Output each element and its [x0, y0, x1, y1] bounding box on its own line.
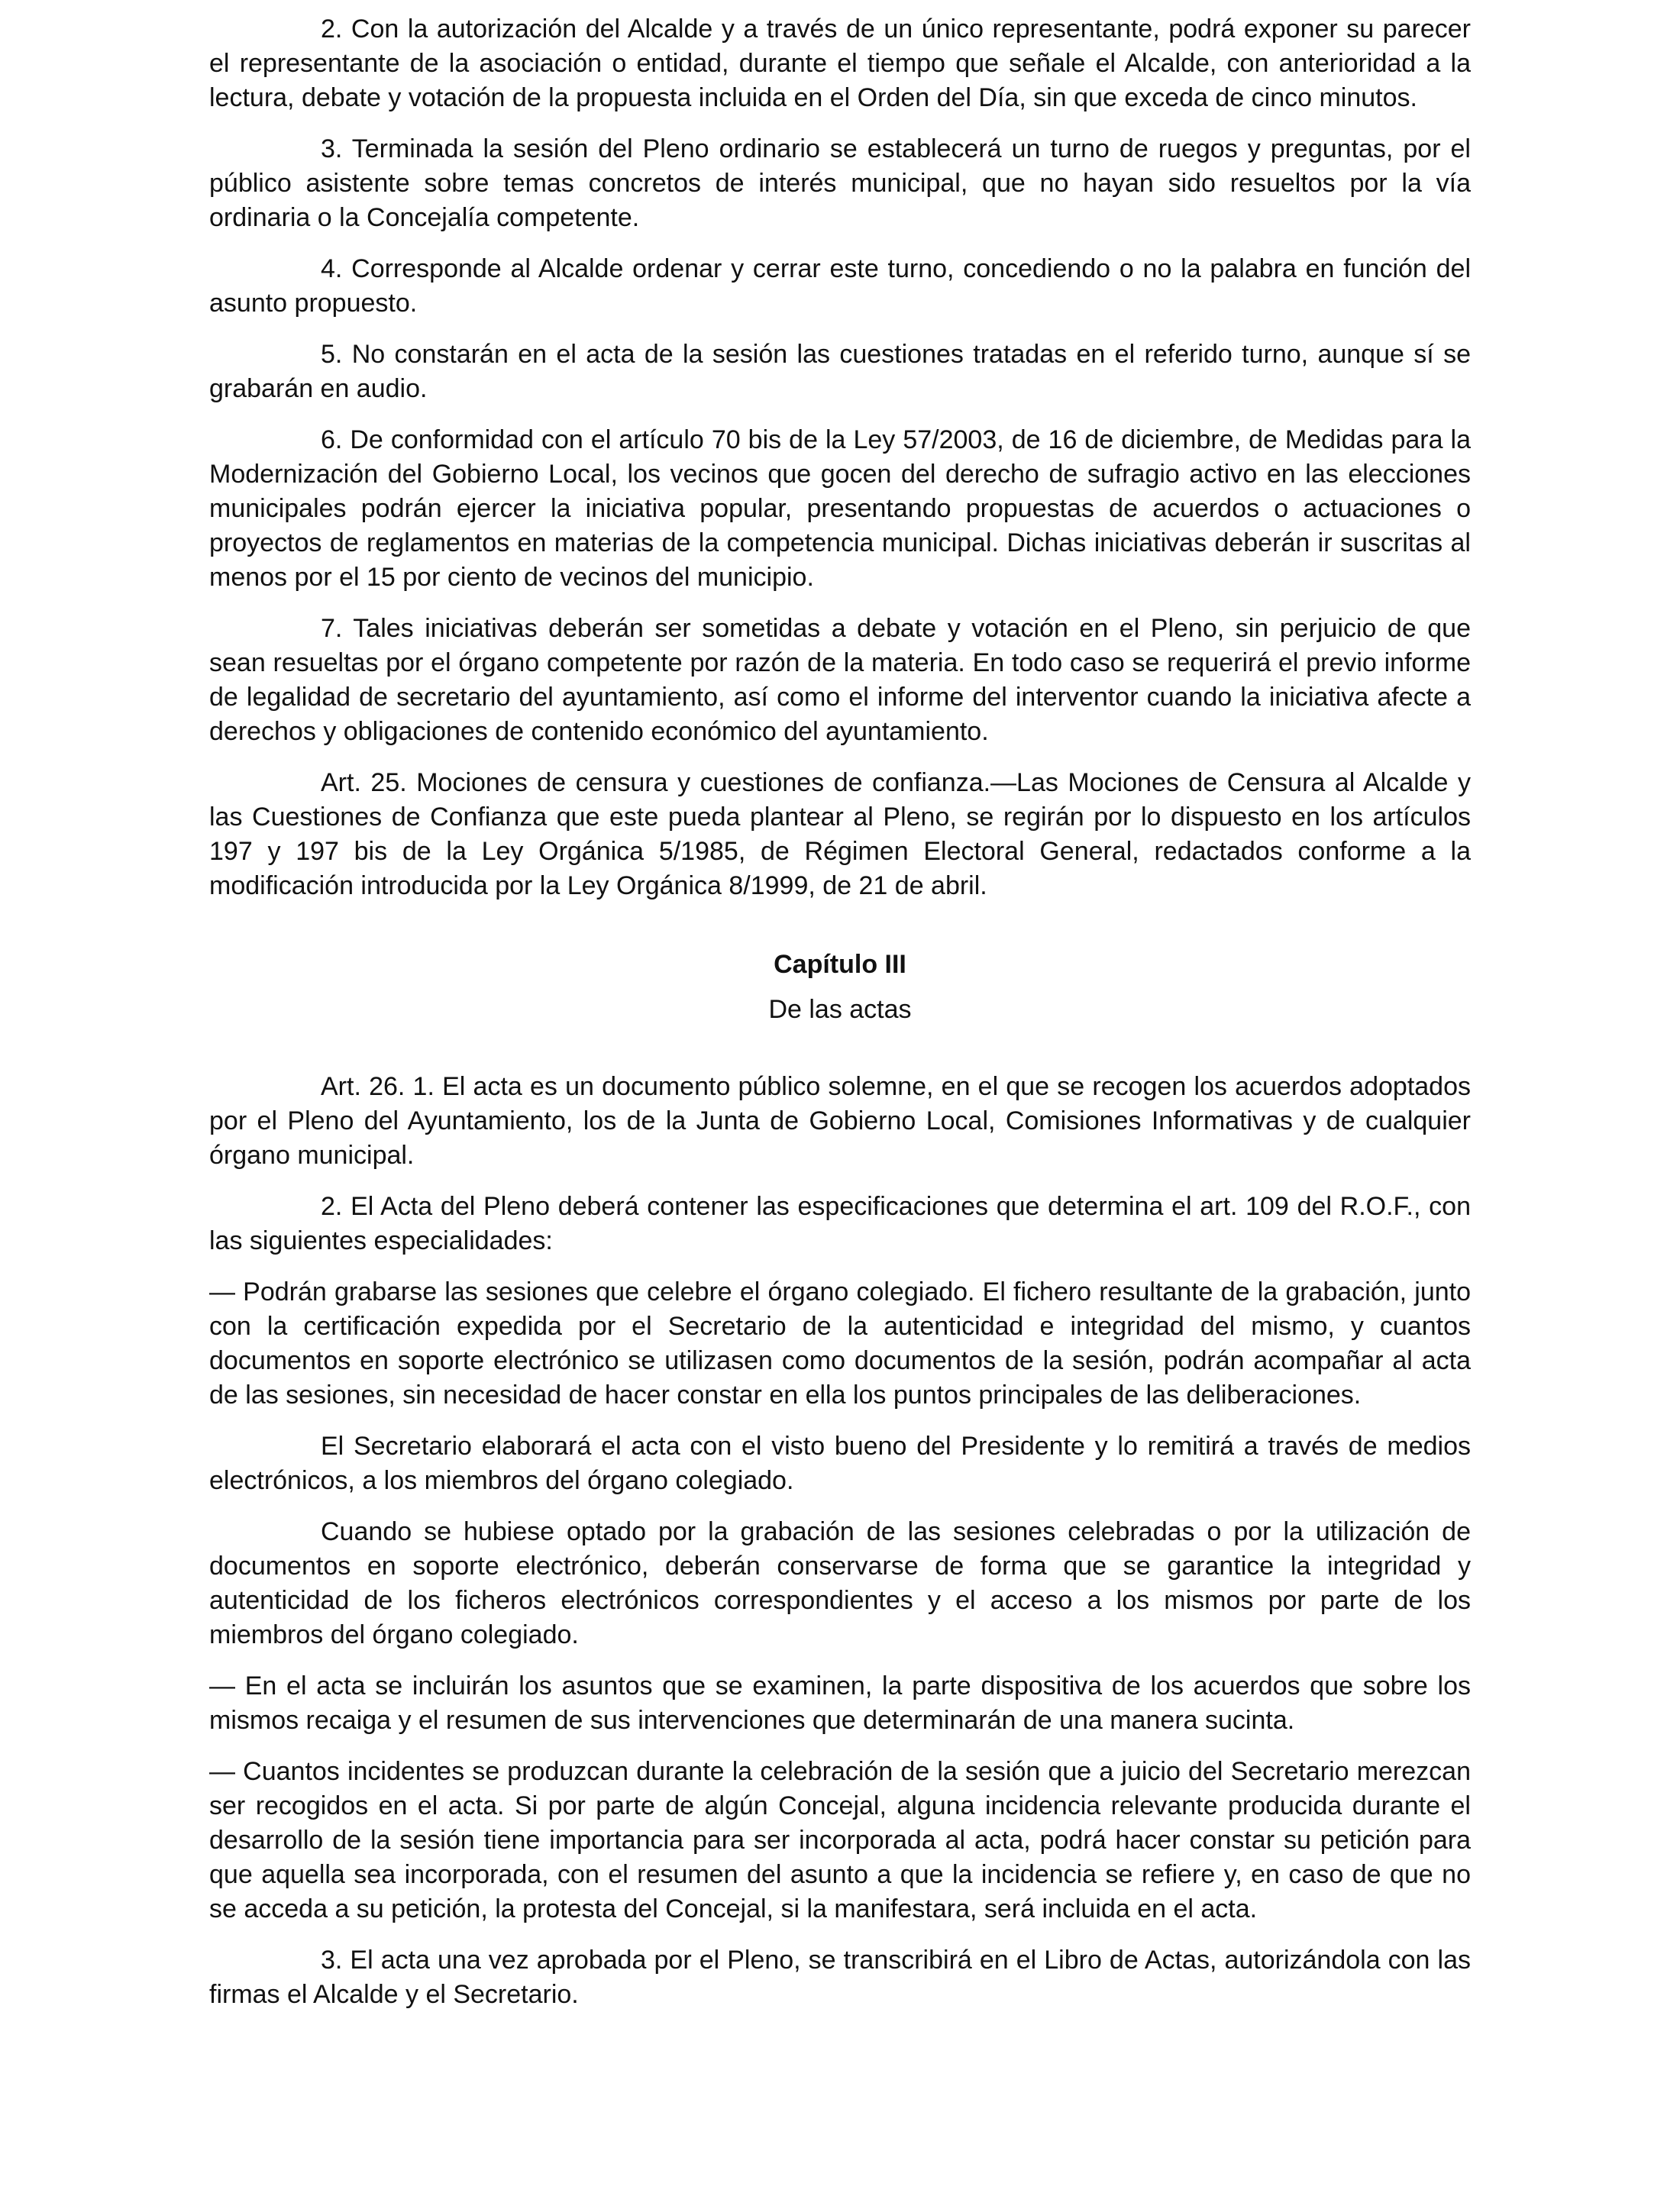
paragraph-art26-dash-matters: — En el acta se incluirán los asuntos que se examinen, la parte dispositiva de los acuerdos que sobre los mismos recaiga y el resumen de sus intervenciones que determinarán de una manera sucinta.	[209, 1671, 1471, 1735]
section-block-articles-24-25	[209, 12, 1471, 903]
chapter-heading	[209, 948, 1471, 1027]
paragraph-art26-dash-recording: — Podrán grabarse las sesiones que celebre el órgano colegiado. El fichero resultante de la grabación, junto con la certificación expedida por el Secretario de la autenticidad e integridad del mismo, y cuantos documentos en soporte electrónico se utilizasen como documentos de la sesión, podrán acompañar al acta de las sesiones, sin necesidad de hacer constar en ella los puntos principales de las deliberaciones.	[209, 1277, 1471, 1410]
chapter-subtitle: De las actas	[768, 995, 912, 1024]
paragraph-art26-item3: 3. El acta una vez aprobada por el Pleno, se transcribirá en el Libro de Actas, autorizándola con las firmas el Alcalde y el Secretario.	[209, 1946, 1471, 2009]
paragraph-art26-secretary: El Secretario elaborará el acta con el visto bueno del Presidente y lo remitirá a través de medios electrónicos, a los miembros del órgano colegiado.	[209, 1432, 1471, 1495]
section-block-article-26	[209, 1070, 1471, 2012]
paragraph-art24-item4: 4. Corresponde al Alcalde ordenar y cerrar este turno, concediendo o no la palabra en función del asunto propuesto.	[209, 254, 1471, 318]
paragraph-art26-electronic: Cuando se hubiese optado por la grabación de las sesiones celebradas o por la utilización de documentos en soporte electrónico, deberán conservarse de forma que se garantice la integridad y autenticidad de los ficheros electrónicos correspondientes y el acceso a los mismos por parte de los miembros del órgano colegiado.	[209, 1517, 1471, 1649]
paragraph-art26-dash-incidents: — Cuantos incidentes se produzcan durante la celebración de la sesión que a juicio del Secretario merezcan ser recogidos en el acta. Si por parte de algún Concejal, alguna incidencia relevante producida durante el desarrollo de la sesión tiene importancia para ser incorporada al acta, podrá hacer constar su petición para que aquella sea incorporada, con el resumen del asunto a que la incidencia se refiere y, en caso de que no se acceda a su petición, la protesta del Concejal, si la manifestara, será incluida en el acta.	[209, 1757, 1471, 1923]
paragraph-art24-item3: 3. Terminada la sesión del Pleno ordinario se establecerá un turno de ruegos y preguntas, por el público asistente sobre temas concretos de interés municipal, que no hayan sido resueltos por la vía ordinaria o la Concejalía competente.	[209, 134, 1471, 232]
paragraph-art25: Art. 25. Mociones de censura y cuestiones de confianza.—Las Mociones de Censura al Alcalde y las Cuestiones de Confianza que este pueda plantear al Pleno, se regirán por lo dispuesto en los artículos 197 y 197 bis de la Ley Orgánica 5/1985, de Régimen Electoral General, redactados conforme a la modificación introducida por la Ley Orgánica 8/1999, de 21 de abril.	[209, 768, 1471, 900]
paragraph-art26-item2: 2. El Acta del Pleno deberá contener las especificaciones que determina el art. 109 del R.O.F., con las siguientes especialidades:	[209, 1192, 1471, 1255]
paragraph-art24-item6: 6. De conformidad con el artículo 70 bis de la Ley 57/2003, de 16 de diciembre, de Medidas para la Modernización del Gobierno Local, los vecinos que gocen del derecho de sufragio activo en las elecciones municipales podrán ejercer la iniciativa popular, presentando propuestas de acuerdos o actuaciones o proyectos de reglamentos en materias de la competencia municipal. Dichas iniciativas deberán ir suscritas al menos por el 15 por ciento de vecinos del municipio.	[209, 425, 1471, 592]
paragraph-art26-item1: Art. 26. 1. El acta es un documento público solemne, en el que se recogen los acuerdos adoptados por el Pleno del Ayuntamiento, los de la Junta de Gobierno Local, Comisiones Informativas y de cualquier órgano municipal.	[209, 1072, 1471, 1170]
chapter-title: Capítulo III	[774, 950, 906, 979]
document-page	[209, 12, 1471, 2029]
paragraph-art24-item5: 5. No constarán en el acta de la sesión las cuestiones tratadas en el referido turno, aunque sí se grabarán en audio.	[209, 340, 1471, 403]
paragraph-art24-item2: 2. Con la autorización del Alcalde y a través de un único representante, podrá exponer su parecer el representante de la asociación o entidad, durante el tiempo que señale el Alcalde, con anterioridad a la lectura, debate y votación de la propuesta incluida en el Orden del Día, sin que exceda de cinco minutos.	[209, 15, 1471, 112]
paragraph-art24-item7: 7. Tales iniciativas deberán ser sometidas a debate y votación en el Pleno, sin perjuicio de que sean resueltas por el órgano competente por razón de la materia. En todo caso se requerirá el previo informe de legalidad de secretario del ayuntamiento, así como el informe del interventor cuando la iniciativa afecte a derechos y obligaciones de contenido económico del ayuntamiento.	[209, 614, 1471, 746]
